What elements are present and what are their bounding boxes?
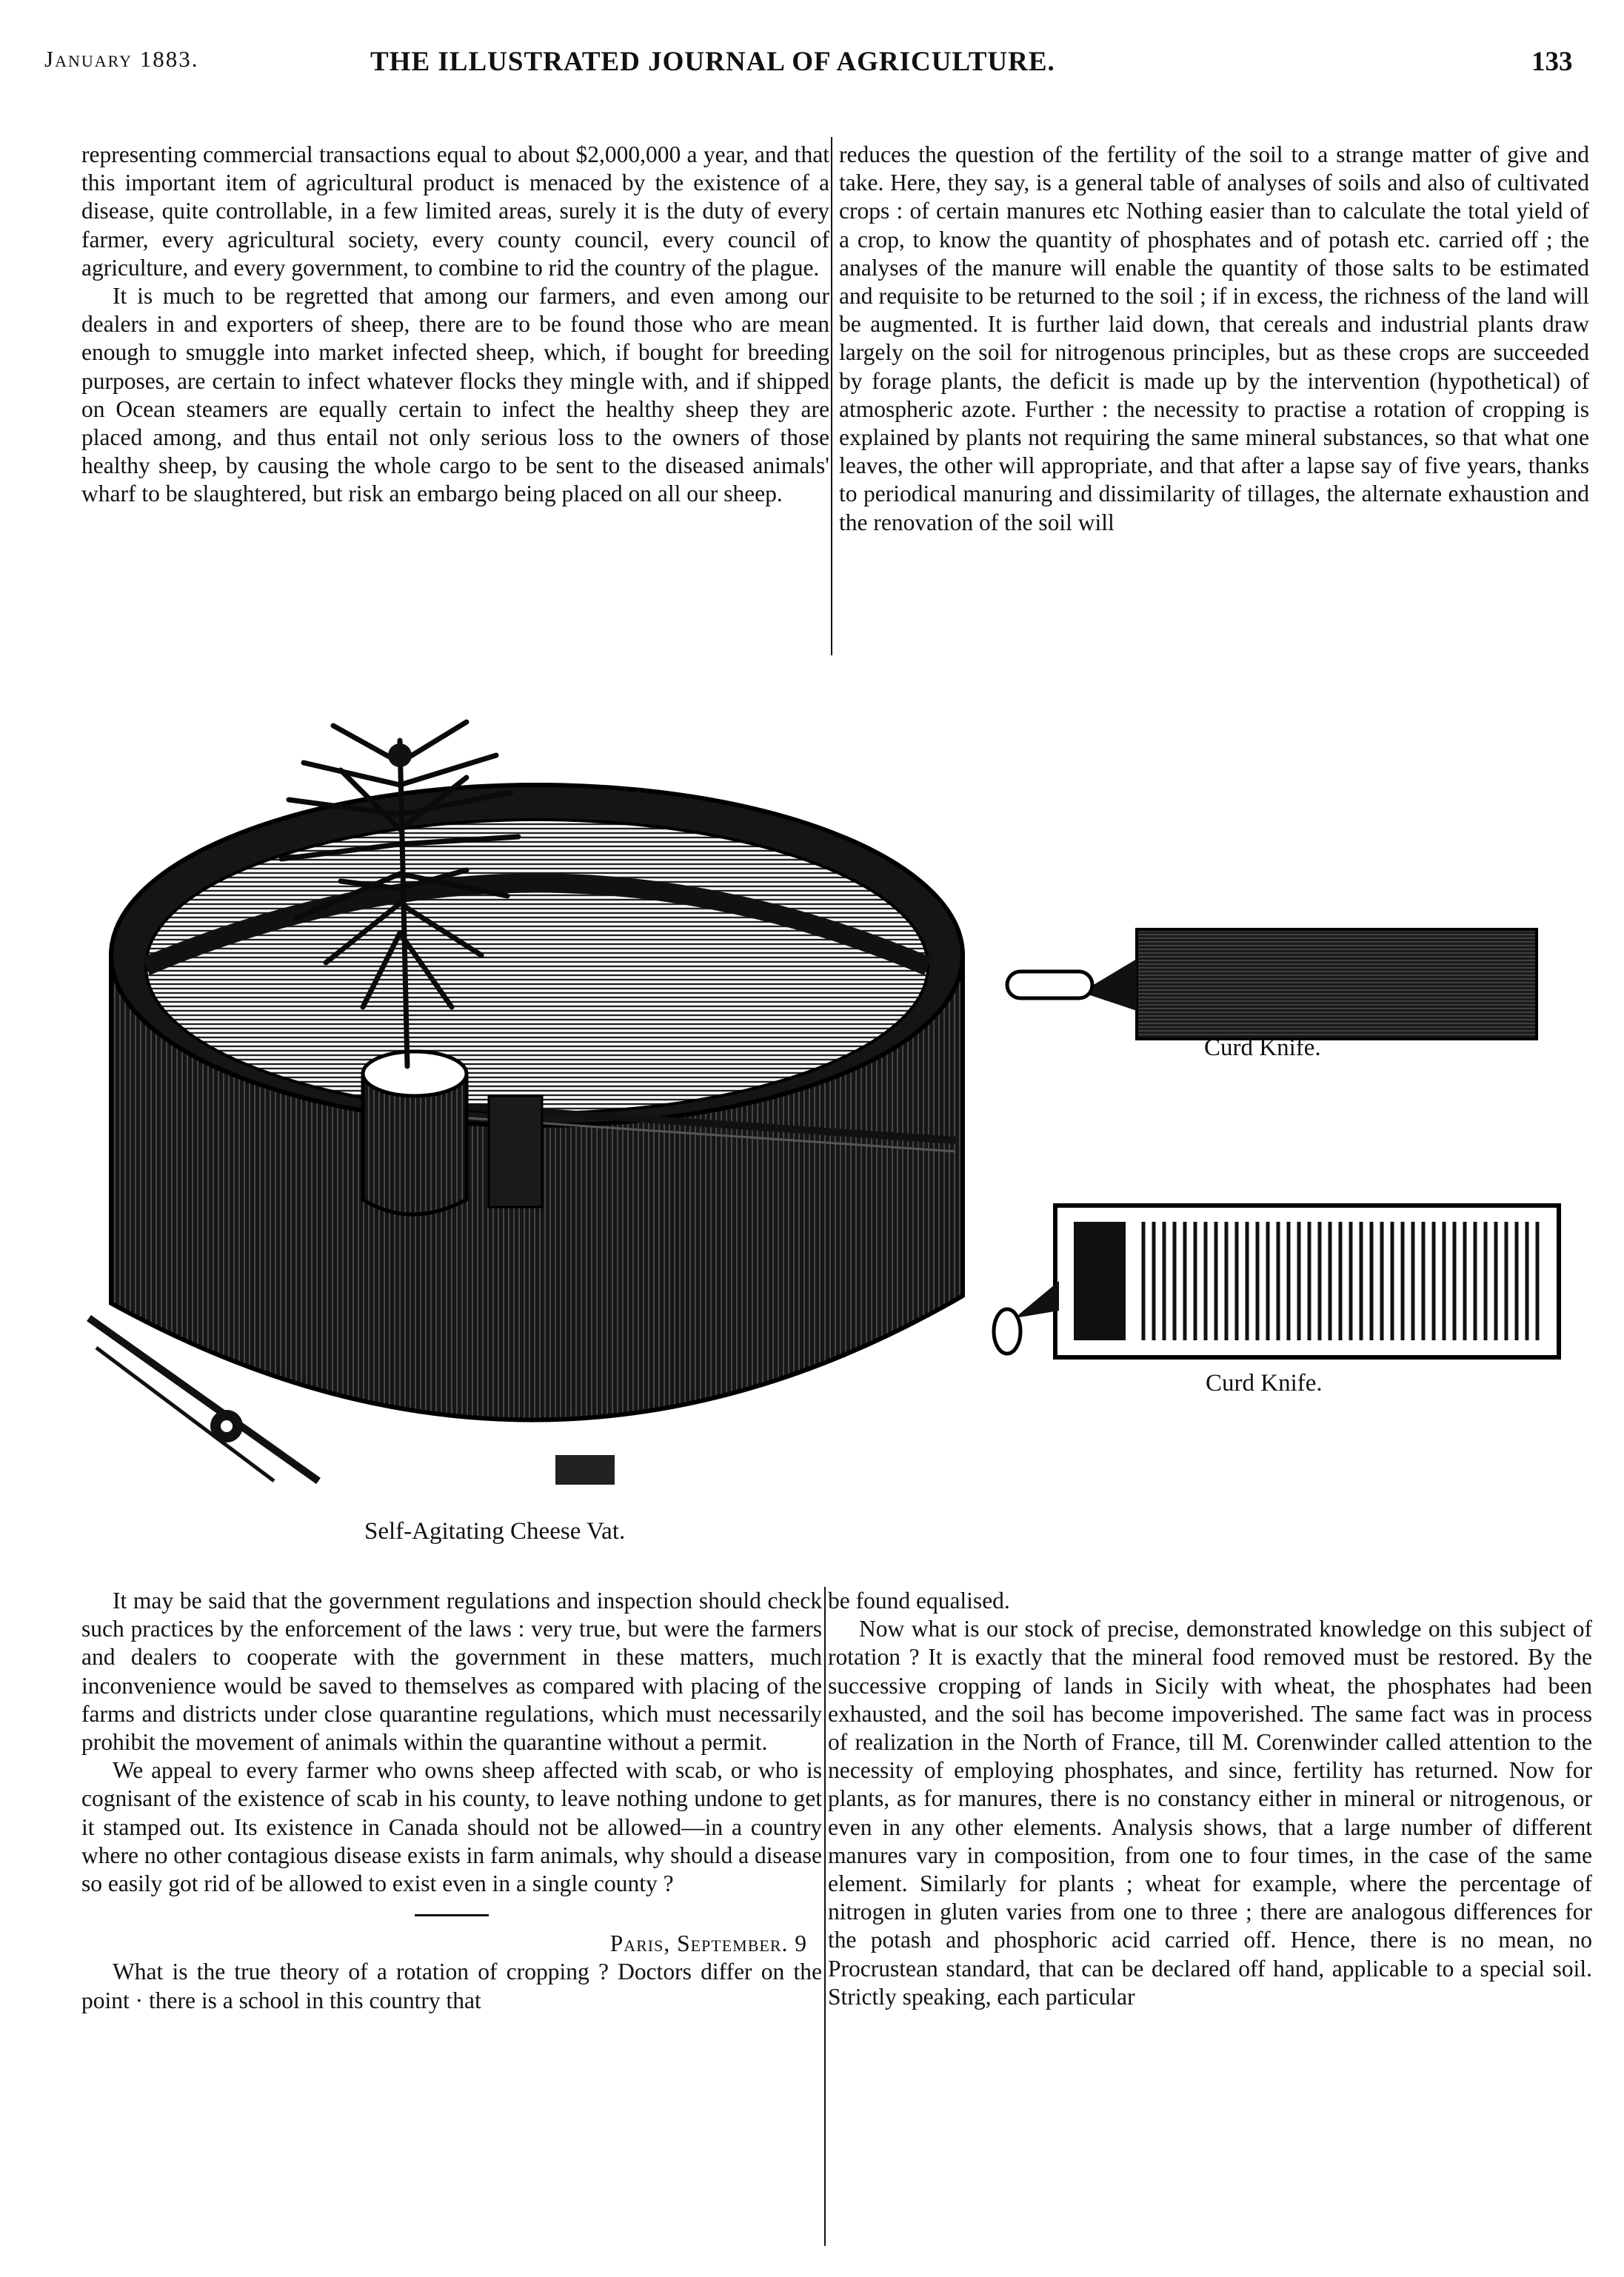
cheese-vat-illustration [81,711,970,1533]
curd-knife-wire-illustration [985,1200,1570,1370]
journal-title: THE ILLUSTRATED JOURNAL OF AGRICULTURE. [370,47,1055,77]
curd-knife-dark-illustration [1000,926,1563,1044]
paragraph: What is the true theory of a rotation of cropping ? Doctors differ on the point · there is a school in this country that [81,1959,822,2013]
header-date: January 1883. [44,46,199,72]
cheese-vat-caption: Self-Agitating Cheese Vat. [364,1518,626,1545]
column-divider [831,137,832,655]
paragraph: It may be said that the government regulations and inspection should check such practices by the enforcement of the laws : very true, but were the farmers and dealers to cooperate with the government in these matters, much inconvenience would be saved to themselves as compared with placing of the farms and districts under close quarantine regulations, which must necessarily prohibit the movement of animals within the quarantine without a permit. [81,1588,822,1756]
paragraph: be found equalised. [828,1588,1010,1614]
curd-knife-caption-1: Curd Knife. [1204,1034,1321,1061]
curd-knife-caption-2: Curd Knife. [1206,1370,1323,1397]
page-number: 133 [1531,47,1573,77]
paragraph: It is much to be regretted that among our farmers, and even among our dealers in and exporters of sheep, there are to be found those who are mean enough to smuggle into market infected sheep, which, if bought for breeding purposes, are certain to infect whatever flocks they mingle with, and if shipped on Ocean steamers are equally certain to infect the healthy sheep they are placed among, and thus entail not only serious loss to the owners of those healthy sheep, by causing the whole cargo to be sent to the diseased animals' wharf to be slaughtered, but risk an embargo being placed on all our sheep. [81,283,829,507]
paragraph: Now what is our stock of precise, demonstrated knowledge on this subject of rotation ? It is exactly that the mineral food removed must be restored. By the successive cropping of lands in Sicily with wheat, the phosphates had been exhausted, and the soil has become impoverished. The same fact was in process of realization in the North of France, till M. Corenwinder called attention to the necessity of employing phosphates, and since, fertility has returned. Now for plants, as for manures, there is no constancy either in mineral or nitrogenous, or even in any other elements. Analysis shows, that a large number of different manures vary in composition, from one to four times, in the case of the same element. Similarly for plants ; wheat for example, where the percentage of nitrogen in gluten varies from one to three ; there are analogous differences for the potash and phosphoric acid carried off. Hence, there is no mean, no Procrustean standard, that can be declared off hand, applicable to a special soil. Strictly speaking, each particular [828,1616,1592,2010]
top-left-column [81,141,829,509]
column-divider [824,1587,826,2246]
paragraph: representing commercial transactions equal to about $2,000,000 a year, and that this important item of agricultural product is menaced by the existence of a disease, quite controllable, in a few limited areas, surely it is the duty of every farmer, every agricultural society, every county council, every council of agriculture, and every government, to combine to rid the country of the plague. [81,141,829,281]
bottom-right-column [828,1587,1592,2011]
bottom-left-column [81,1587,822,2015]
paragraph: reduces the question of the fertility of the soil to a strange matter of give and take. Here, they say, is a general table of analyses of soils and also of cultivated crops : of certain manures etc Nothing easier than to calculate the total yield of a crop, to know the quantity of phosphates and of potash etc. carried off ; the analyses of the manure will enable the quantity of those salts to be estimated and requisite to be returned to the soil ; if in excess, the richness of the land will be augmented. It is further laid down, that cereals and industrial plants draw largely on the soil for nitrogenous principles, but as these crops are succeeded by forage plants, the deficit is made up by the intervention (hypothetical) of atmospheric azote. Further : the necessity to practise a rotation of cropping is explained by plants not requiring the same mineral substances, so that what one leaves, the other will appropriate, and that after a lapse say of five years, thanks to periodical manuring and dissimilarity of tillages, the alternate exhaustion and the renovation of the soil will [839,141,1589,535]
section-separator [415,1914,489,1916]
top-right-column [839,141,1589,537]
dateline: Paris, September. 9 [609,1930,807,1957]
paragraph: We appeal to every farmer who owns sheep affected with scab, or who is cognisant of the existence of scab in his county, to leave nothing undone to get it stamped out. Its existence in Canada should not be allowed—in a country where no other contagious disease exists in farm animals, why should a disease so easily got rid of be allowed to exist even in a single county ? [81,1757,822,1897]
